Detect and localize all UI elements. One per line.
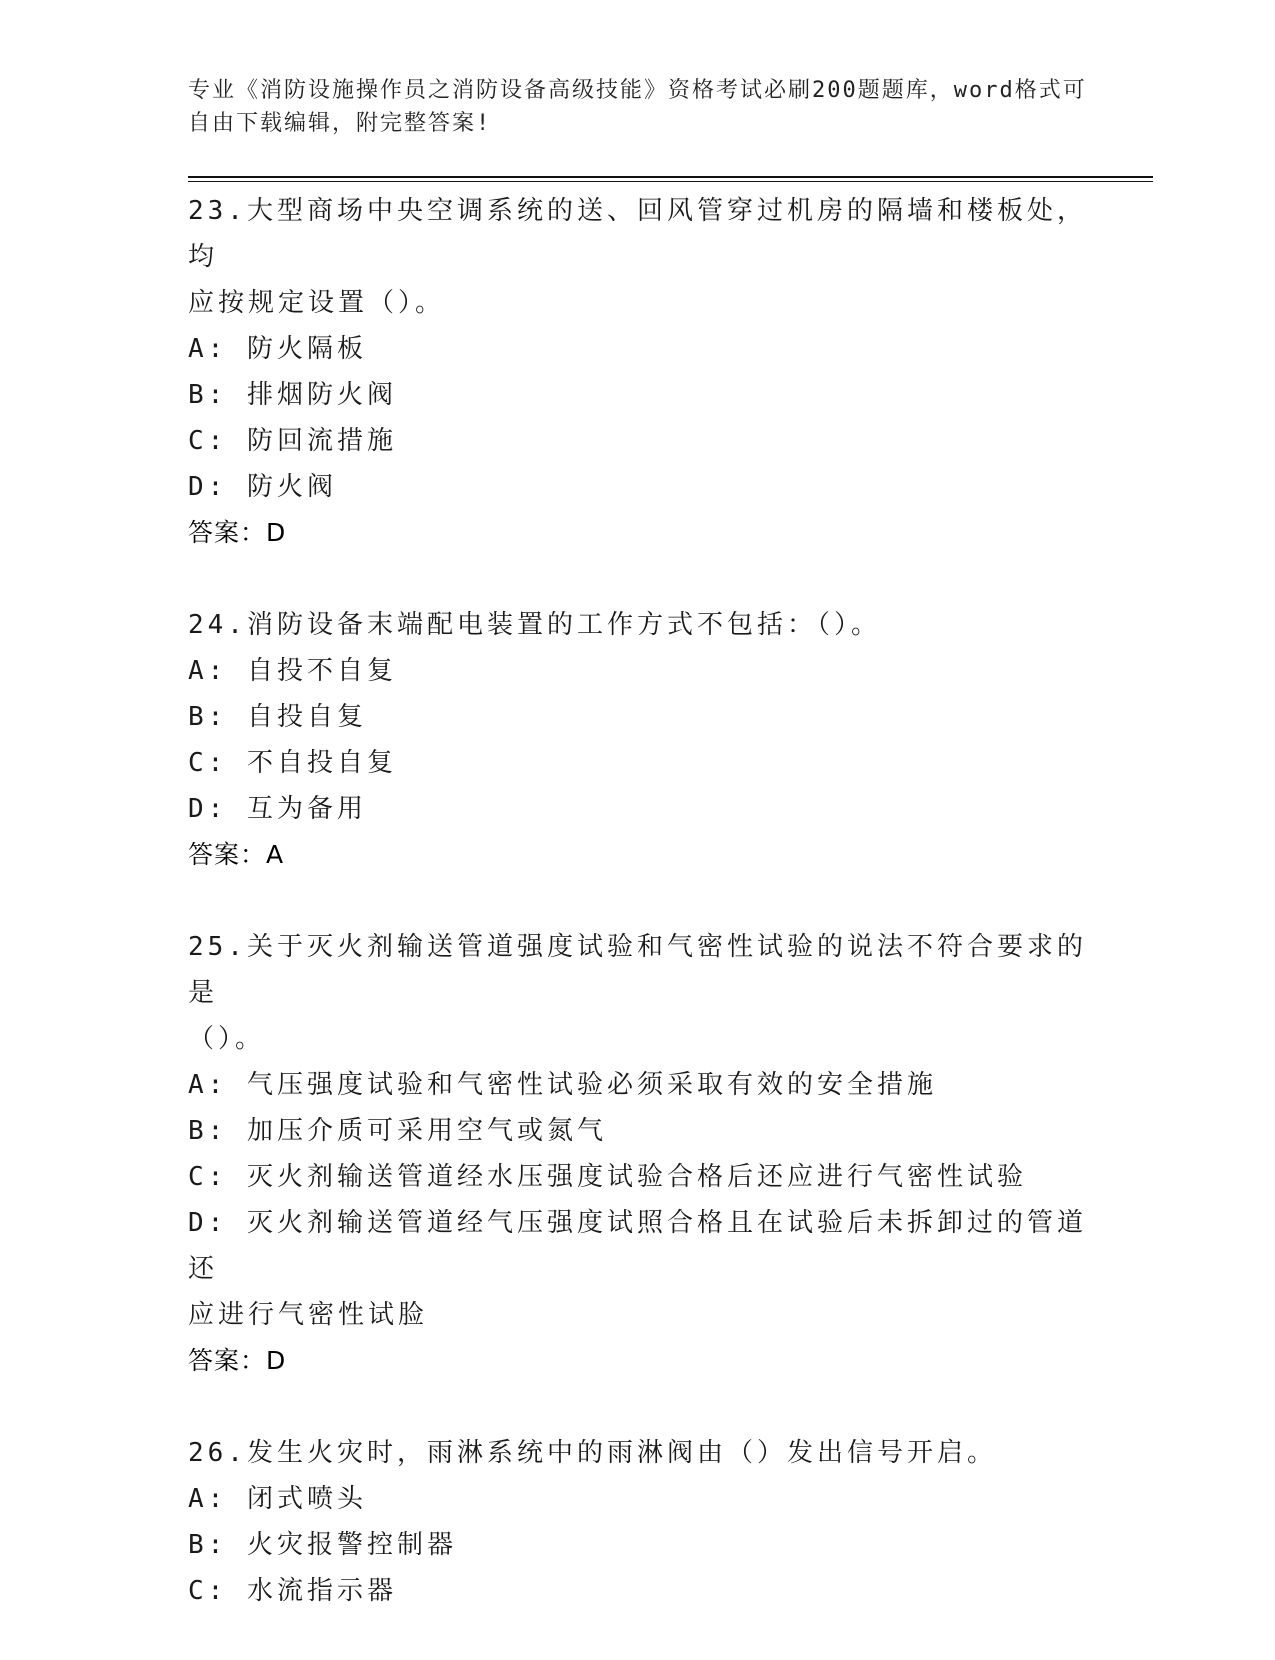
question-26 [188,1430,1088,1614]
answer-label: 答案：D [188,1346,287,1375]
option-c: C: 水流指示器 [188,1576,397,1606]
question-stem: 23.大型商场中央空调系统的送、回风管穿过机房的隔墙和楼板处，均 [188,196,1087,272]
question-stem-continued: 应按规定设置（）。 [188,288,446,318]
question-24 [188,602,1088,878]
question-stem: 26.发生火灾时，雨淋系统中的雨淋阀由（）发出信号开启。 [188,1438,997,1468]
header-divider-thin [188,181,1153,182]
option-a: A: 气压强度试验和气密性试验必须采取有效的安全措施 [188,1070,937,1100]
option-d: D: 灭火剂输送管道经气压强度试照合格且在试验后未拆卸过的管道还 [188,1208,1087,1284]
answer-label: 答案：A [188,840,285,869]
option-b: B: 加压介质可采用空气或氮气 [188,1116,607,1146]
question-stem: 25.关于灭火剂输送管道强度试验和气密性试验的说法不符合要求的是 [188,932,1087,1008]
option-c: C: 不自投自复 [188,748,397,778]
option-b: B: 火灾报警控制器 [188,1530,457,1560]
header-divider-thick [188,176,1153,178]
option-a: A: 闭式喷头 [188,1484,367,1514]
option-a: A: 防火隔板 [188,334,367,364]
answer-label: 答案：D [188,518,287,547]
question-stem: 24.消防设备末端配电装置的工作方式不包括：（）。 [188,610,881,640]
question-23 [188,188,1088,556]
question-25 [188,924,1088,1384]
option-b: B: 排烟防火阀 [188,380,397,410]
option-a: A: 自投不自复 [188,656,397,686]
option-d-continued: 应进行气密性试脸 [188,1300,429,1330]
option-d: D: 互为备用 [188,794,367,824]
document-header: 专业《消防设施操作员之消防设备高级技能》资格考试必刷200题题库，word格式可自由下载编辑，附完整答案! [188,78,1087,136]
option-b: B: 自投自复 [188,702,367,732]
question-list [188,188,1088,1660]
option-c: C: 防回流措施 [188,426,397,456]
option-c: C: 灭火剂输送管道经水压强度试验合格后还应进行气密性试验 [188,1162,1027,1192]
question-stem-continued: （）。 [188,1024,266,1054]
option-d: D: 防火阀 [188,472,337,502]
